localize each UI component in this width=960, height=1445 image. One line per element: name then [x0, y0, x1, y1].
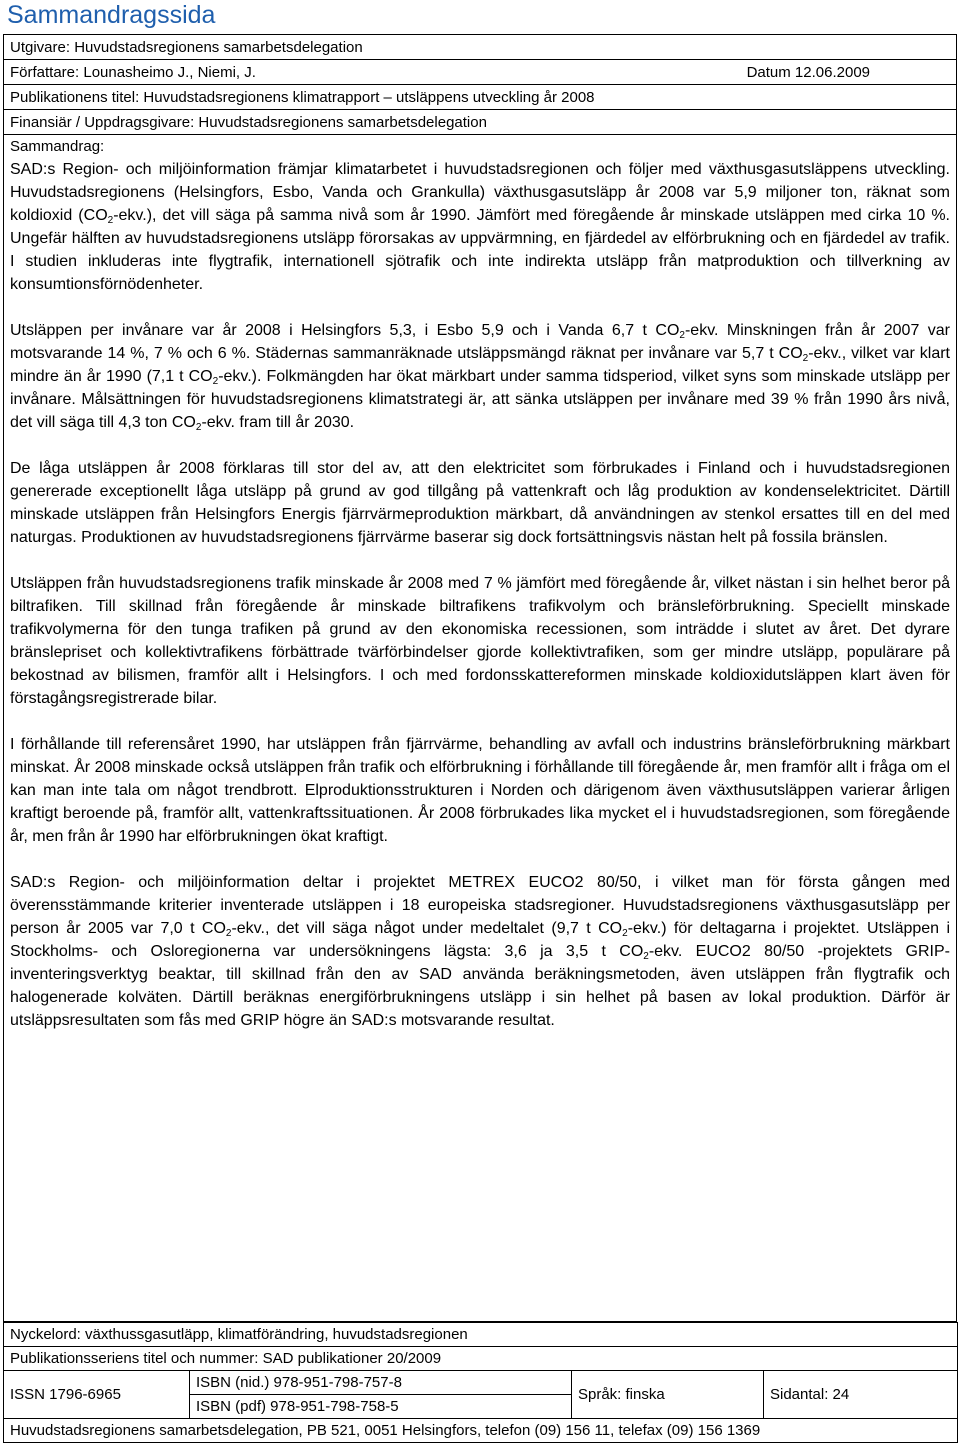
sprak-cell: Språk: finska — [572, 1371, 764, 1419]
summary-paragraph-2: Utsläppen per invånare var år 2008 i Helsingfors 5,3, i Esbo 5,9 och i Vanda 6,7 t $CO_2$-ekv. Minskningen från år 2007 var motsvarande 14 %, 7 % och 6 %. Städernas sammanräknade utsläppsmängd räknat per invånare var 5,7 t $CO_2$-ekv., vilket var klart mindre än år 1990 (7,1 t $CO_2-ekv$.). Folkmängden har ökat märkbart under samma tidsperiod, vilket syns som minskade utsläpp per invånare. Målsättningen för huvudstadsregionens klimatstrategi är, att sänka utsläppen per invånare med 39 % från 1990 års nivå, det vill säga till 4,3 ton $CO_2$-ekv. fram till år 2030. — [10, 322, 951, 433]
summary-paragraph-3: De låga utsläppen år 2008 förklaras till stor del av, att den elektricitet som förbrukades i Finland och i huvudstadsregionen genererade exceptionellt låga utsläpp på grund av god tillgång på vattenkraft och låg produktion av kondenselektricitet. Därtill minskade utsläppen från Helsingfors Energis fjärrvärmeproduktion märkbart, då användningen av stenkol ersattes till en del med naturgas. Produktionen av huvudstadsregionens fjärrvärme baserar sig dock fortsättningsvis nästan helt på fossila bränslen. — [10, 460, 950, 546]
pub-titel-row — [4, 85, 957, 110]
footer-table — [3, 1322, 958, 1443]
serie-row — [4, 1347, 958, 1371]
forfattare-datum-cell — [4, 60, 957, 85]
nyckelord-row — [4, 1323, 958, 1347]
adress-row — [4, 1419, 958, 1443]
finansiar-cell: Finansiär / Uppdragsgivare: Huvudstadsregionens samarbetsdelegation — [4, 110, 957, 135]
isbn-row-1 — [4, 1371, 958, 1395]
metadata-table — [3, 34, 957, 135]
isbn-nid-cell: ISBN (nid.) 978-951-798-757-8 — [190, 1371, 572, 1395]
forfattare-row — [4, 60, 957, 85]
nyckelord-cell: Nyckelord: växthussgasutläpp, klimatförändring, huvudstadsregionen — [4, 1323, 958, 1347]
isbn-pdf-cell: ISBN (pdf) 978-951-798-758-5 — [190, 1395, 572, 1419]
adress-cell: Huvudstadsregionens samarbetsdelegation, PB 521, 0051 Helsingfors, telefon (09) 156 11, telefax (09) 156 1369 — [4, 1419, 958, 1443]
sidantal-cell: Sidantal: 24 — [764, 1371, 958, 1419]
sammandrag-label: Sammandrag: — [10, 138, 105, 155]
summary-paragraph-6: SAD:s Region- och miljöinformation deltar i projektet METREX EUCO2 80/50, i vilket man för första gången med överensstämmande kriterier inventerade utsläppen i 18 europeiska stadsregioner. Huvudstadsregionens växthusgasutsläpp per person år 2005 var 7,0 t $CO_2$-ekv., det vill säga något under medeltalet (9,7 t $CO_2-ekv$.) för deltagarna i projektet. Utsläppen i Stockholms- och Osloregionerna var undersökningens lägsta: 3,6 ja 3,5 t $CO_2$-ekv. EUCO2 80/50 -projektets GRIP-inventeringsverktyg beaktar, till skillnad från den av SAD använda beräkningsmetoden, även utsläppen från flygtrafik och halogenerade kolväten. Därtill beräknas energiförbrukningens utsläpp i sin helhet på basen av lokal produktion. Därför är utsläppsresultaten som fås med GRIP högre än SAD:s motsvarande resultat. — [10, 874, 951, 1029]
summary-paragraph-4: Utsläppen från huvudstadsregionens trafik minskade år 2008 med 7 % jämfört med föregående år, vilket nästan i sin helhet beror på biltrafiken. Till skillnad från föregående år minskade biltrafikens trafikvolym och bränsleförbrukning. Speciellt minskade trafikvolymerna för den tunga trafiken på grund av den ekonomiska recessionen, som inträdde i slutet av året. Det dyrare bränslepriset och kollektivtrafikens förbättrade tvärförbindelser gjorde kollektivtrafiken, som ger mindre utsläpp, populärare på bekostnad av bilismen, framför allt i Helsingfors. I och med fordonsskattereformen minskade koldioxidutsläppen klart även för förstagångsregistrerade bilar. — [10, 575, 950, 707]
pub-titel-cell: Publikationens titel: Huvudstadsregionens klimatrapport – utsläppens utveckling år 2008 — [4, 85, 957, 110]
utgivare-cell: Utgivare: Huvudstadsregionens samarbetsdelegation — [4, 35, 957, 60]
issn-cell: ISSN 1796-6965 — [4, 1371, 190, 1419]
serie-cell: Publikationsseriens titel och nummer: SAD publikationer 20/2009 — [4, 1347, 958, 1371]
finansiar-row — [4, 110, 957, 135]
datum-label: Datum 12.06.2009 — [746, 63, 870, 81]
summary-box — [3, 134, 957, 1322]
page-title: Sammandragssida — [7, 1, 216, 29]
summary-paragraph-1: SAD:s Region- och miljöinformation främjar klimatarbetet i huvudstadsregionen och följer med växthusgasutsläppens utveckling. Huvudstadsregionens (Helsingfors, Esbo, Vanda och Grankulla) växthusgasutsläpp år 2008 var 5,9 miljoner ton, räknat som koldioxid $(CO_2-ekv.)$, det vill säga på samma nivå som år 1990. Jämfört med föregående år minskade utsläppen med cirka 10 %. Ungefär hälften av huvudstadsregionens utsläpp förorsakas av uppvärmning, en fjärdedel av elförbrukning och en fjärdedel av trafik. I studien inkluderas inte flygtrafik, internationell sjötrafik och inte indirekta utsläpp från matproduktion och tillverkning av konsumtionsförnödenheter. — [10, 161, 951, 293]
summary-paragraph-5: I förhållande till referensåret 1990, har utsläppen från fjärrvärme, behandling av avfall och industrins bränsleförbrukning märkbart minskat. År 2008 minskade också utsläppen från trafik och elförbrukning i förhållande till föregående år, men framför allt i fråga om el kan man inte tala om något trendbrott. Elproduktionsstrukturen i Norden och därigenom även växthusutsläppen varierar årligen kraftigt beroende på, framför allt, vattenkraftssituationen. År 2008 förbrukades lika mycket el i huvudstadsregionen, som föregående år, men från år 1990 har elförbrukningen ökat kraftigt. — [10, 736, 950, 845]
utgivare-row — [4, 35, 957, 60]
forfattare-label: Författare: Lounasheimo J., Niemi, J. — [10, 63, 256, 81]
